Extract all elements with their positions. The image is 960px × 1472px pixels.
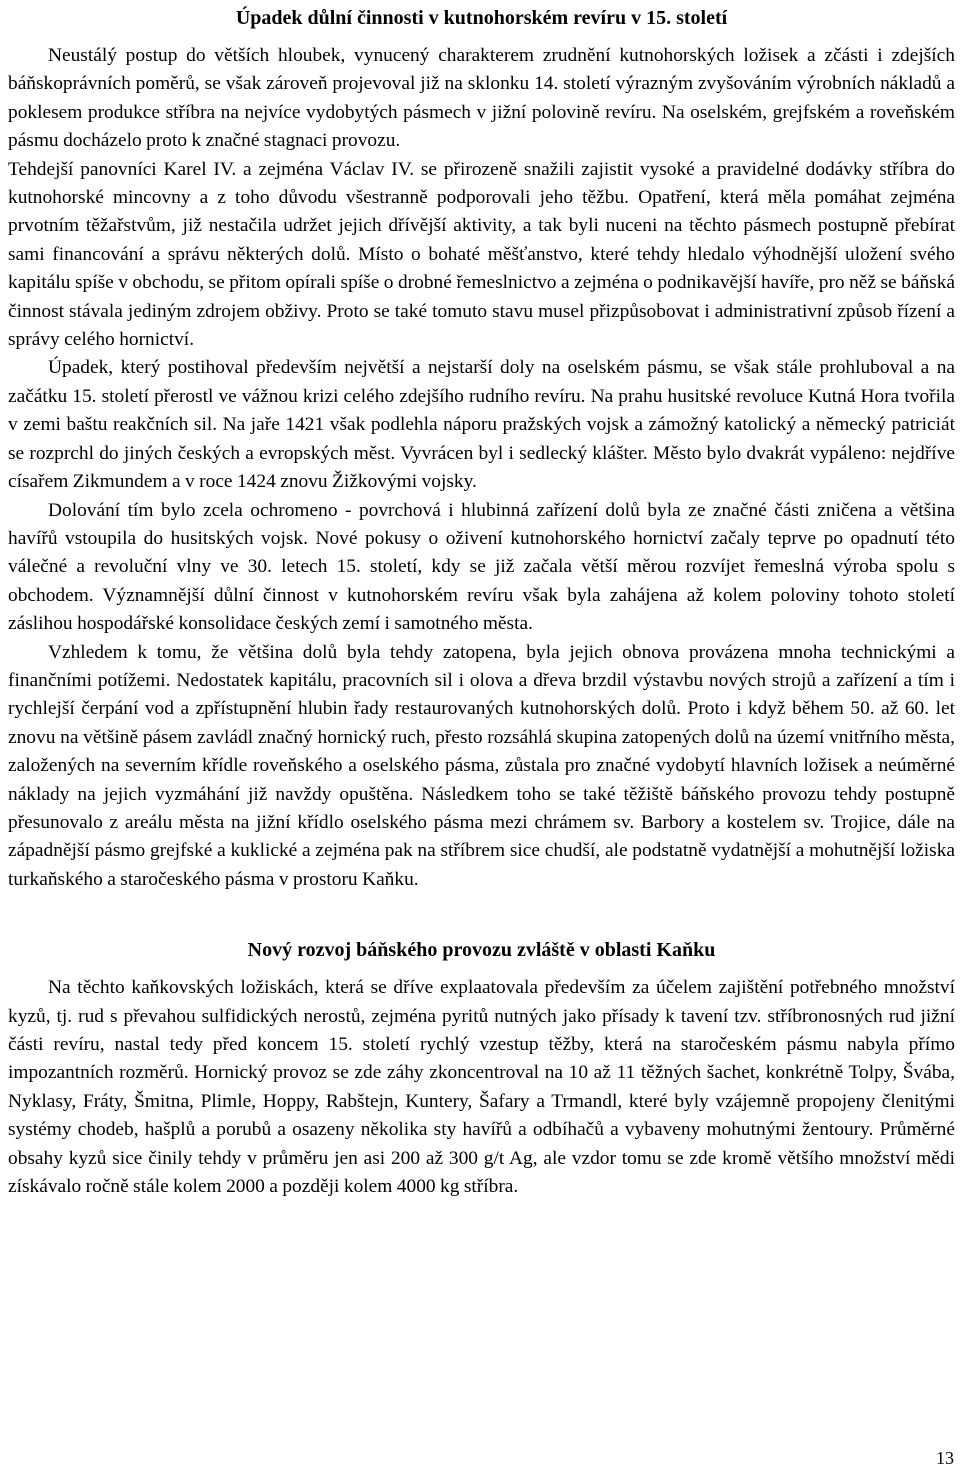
paragraph: Úpadek, který postihoval především největší a nejstarší doly na oselském pásmu, se však stále prohluboval a na začátku 15. století přerostl ve vážnou krizi celého zdejšího rudního revíru. Na prahu husitské revoluce Kutná Hora tvořila v zemi baštu reakčních sil. Na jaře 1421 však podlehla náporu pražských vojsk a zámožný katolický a německý patriciát se rozprchl do jiných českých a evropských měst. Vyvrácen byl i sedlecký klášter. Město bylo dvakrát vypáleno: nejdříve císařem Zikmundem a v roce 1424 znovu Žižkovými vojsky. <box>8 357 955 493</box>
page-number: 13 <box>936 1448 954 1468</box>
paragraph: Na těchto kaňkovských ložiskách, která se dříve explaatovala především za účelem zajištění potřebného množství kyzů, tj. rud s převahou sulfidických nerostů, zejména pyritů nutných jako přísady k tavení tzv. stříbronosných rud jižní části revíru, nastal tedy před koncem 15. století rychlý vzestup těžby, která na staročeském pásmu nabyla přímo impozantních rozměrů. Hornický provoz se zde záhy zkoncentroval na 10 až 11 těžných šachet, konkrétně Tolpy, Švába, Nyklasy, Fráty, Šmitna, Plimle, Hoppy, Rabštejn, Kuntery, Šafary a Trmandl, které byly vzájemně propojeny členitými systémy chodeb, hašplů a porubů a osazeny několika sty havířů a odbíhačů a vybaveny mohutnými žentoury. Průměrné obsahy kyzů sice činily tehdy v průměru jen asi 200 až 300 g/t Ag, ale vzdor tomu se zde kromě většího množství mědi získávalo ročně stále kolem 2000 a později kolem 4000 kg stříbra. <box>8 977 955 1198</box>
paragraph: Neustálý postup do větších hloubek, vynucený charakterem zrudnění kutnohorských ložisek a zčásti i zdejších báňskoprávních poměrů, se však zároveň projevoval již na sklonku 14. století výrazným zvyšováním výrobních nákladů a poklesem produkce stříbra na nejvíce vydobytých pásmech v jižní polovině revíru. Na oselském, grejfském a roveňském pásmu docházelo proto k značné stagnaci provozu. <box>8 45 955 152</box>
paragraph: Tehdejší panovníci Karel IV. a zejména Václav IV. se přirozeně snažili zajistit vysoké a pravidelné dodávky stříbra do kutnohorské mincovny a z toho důvodu všestranně podporovali jeho těžbu. Opatření, která měla pomáhat zejména prvotním těžařstvům, již nestačila udržet jejich dřívější aktivity, a tak byli nuceni na těchto pásmech postupně přebírat sami financování a správu některých dolů. Místo o bohaté měšťanstvo, které tehdy hledalo výhodnější uložení svého kapitálu spíše v obchodu, se přitom opírali spíše o drobné řemeslnictvo a zejména o podnikavější havíře, pro něž se báňská činnost stávala jediným zdrojem obživy. Proto se také tomuto stavu musel přizpůsobovat i administrativní způsob řízení a správy celého hornictví. <box>8 158 955 351</box>
section-title: Nový rozvoj báňského provozu zvláště v oblasti Kaňku <box>247 939 716 962</box>
section-title: Úpadek důlní činnosti v kutnohorském revíru v 15. století <box>235 7 728 29</box>
paragraph: Vzhledem k tomu, že většina dolů byla tehdy zatopena, byla jejich obnova provázena mnoha technickými a finančními potížemi. Nedostatek kapitálu, pracovních sil i olova a dřeva brzdil výstavbu nových strojů a zařízení a tím i rychlejší čerpání vod a zpřístupnění hlubin řady restaurovaných kutnohorských dolů. Proto i když během 50. až 60. let znovu na většině pásem zavládl značný hornický ruch, přesto rozsáhlá skupina zatopených dolů na území vnitřního města, založených na severním křídle roveňského a oselského pásma, zůstala pro značné vydobytí hlavních ložisek a neúměrné náklady na jejich vyzmáhání již navždy opuštěna. Následkem toho se také těžiště báňského provozu tehdy postupně přesunovalo z areálu města na jižní křídlo oselského pásma mezi chrámem sv. Barbory a kostelem sv. Trojice, dále na západnější pásmo grejfské a kuklické a zejména pak na stříbrem sice chudší, ale podstatně vydatnější a mohutnější ložiska turkaňského a staročeského pásma v prostoru Kaňku. <box>8 641 955 890</box>
section-body <box>8 974 955 1201</box>
paragraph: Dolování tím bylo zcela ochromeno - povrchová i hlubinná zařízení dolů byla ze značné části zničena a většina havířů vstoupila do husitských vojsk. Nové pokusy o oživení kutnohorského hornictví začaly teprve po opadnutí této válečné a revoluční vlny ve 30. letech 15. století, kdy se již začala větší měrou rozvíjet řemeslná výroba spolu s obchodem. Významnější důlní činnost v kutnohorském revíru však byla zahájena až kolem poloviny tohoto století záslihou hospodářské konsolidace českých zemí i samotného města. <box>8 499 955 635</box>
section-body <box>8 42 955 894</box>
document-page <box>8 0 955 1201</box>
